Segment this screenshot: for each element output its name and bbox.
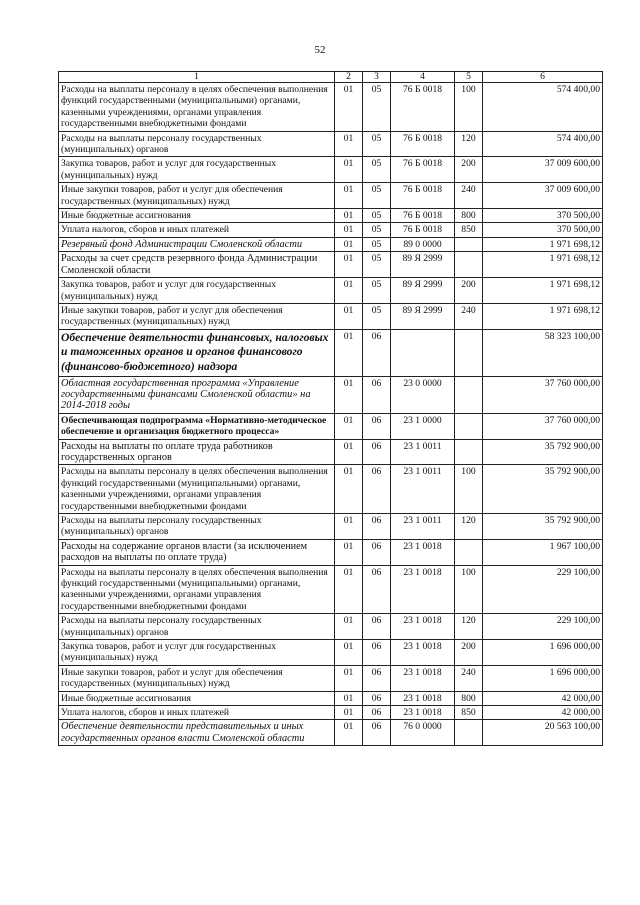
table-row [59,209,603,223]
section-code: 01 [335,706,363,720]
expense-name: Закупка товаров, работ и услуг для государственных (муниципальных) нужд [59,157,335,183]
subsection-code: 05 [363,278,391,304]
expense-name: Расходы на выплаты персоналу в целях обеспечения выполнения функций государственными (муниципальными) органами, казенными учреждениями, органами управления государственными внебюджетными фондами [59,565,335,614]
expense-type-code [455,439,483,465]
subsection-code: 05 [363,303,391,329]
expense-name: Резервный фонд Администрации Смоленской области [59,237,335,251]
table-row [59,131,603,157]
target-article-code: 76 0 0000 [391,720,455,746]
section-code: 01 [335,83,363,132]
table-row [59,539,603,565]
target-article-code: 23 1 0018 [391,706,455,720]
target-article-code: 23 1 0018 [391,665,455,691]
expense-name: Обеспечивающая подпрограмма «Нормативно-методическое обеспечение и организация бюджетного процесса» [59,413,335,439]
table-row [59,665,603,691]
amount: 1 971 698,12 [483,252,603,278]
expense-type-code [455,252,483,278]
table-row [59,465,603,514]
subsection-code: 06 [363,539,391,565]
target-article-code: 23 1 0018 [391,640,455,666]
section-code: 01 [335,413,363,439]
expense-name: Иные бюджетные ассигнования [59,691,335,705]
table-row [59,223,603,237]
expense-type-code: 200 [455,640,483,666]
table-row [59,83,603,132]
expense-type-code: 850 [455,706,483,720]
expense-type-code: 100 [455,83,483,132]
section-code: 01 [335,252,363,278]
table-row [59,278,603,304]
column-header: 1 [59,72,335,83]
section-code: 01 [335,157,363,183]
expense-name: Расходы за счет средств резервного фонда Администрации Смоленской области [59,252,335,278]
expense-name: Расходы на содержание органов власти (за исключением расходов на выплаты по оплате труда) [59,539,335,565]
section-code: 01 [335,237,363,251]
expense-type-code: 800 [455,691,483,705]
expense-name: Уплата налогов, сборов и иных платежей [59,706,335,720]
expense-name: Расходы на выплаты персоналу в целях обеспечения выполнения функций государственными (муниципальными) органами, казенными учреждениями, органами управления государственными внебюджетными фондами [59,465,335,514]
table-row [59,376,603,413]
subsection-code: 05 [363,237,391,251]
target-article-code: 23 1 0018 [391,614,455,640]
expense-name: Расходы на выплаты персоналу в целях обеспечения выполнения функций государственными (муниципальными) органами, казенными учреждениями, органами управления государственными внебюджетными фондами [59,83,335,132]
table-row [59,329,603,376]
section-code: 01 [335,329,363,376]
subsection-code: 06 [363,720,391,746]
target-article-code: 76 Б 0018 [391,183,455,209]
section-code: 01 [335,640,363,666]
expense-type-code: 200 [455,157,483,183]
subsection-code: 05 [363,209,391,223]
table-row [59,720,603,746]
target-article-code: 23 1 0011 [391,513,455,539]
expense-name: Иные закупки товаров, работ и услуг для обеспечения государственных (муниципальных) нужд [59,665,335,691]
column-header: 3 [363,72,391,83]
amount: 1 967 100,00 [483,539,603,565]
target-article-code: 23 1 0000 [391,413,455,439]
expense-type-code [455,720,483,746]
table-row [59,183,603,209]
expense-name: Расходы на выплаты персоналу государственных (муниципальных) органов [59,131,335,157]
expense-type-code: 120 [455,131,483,157]
table-row [59,691,603,705]
expense-type-code: 850 [455,223,483,237]
section-code: 01 [335,303,363,329]
subsection-code: 06 [363,376,391,413]
section-code: 01 [335,465,363,514]
table-row [59,513,603,539]
expense-type-code: 800 [455,209,483,223]
expense-name: Закупка товаров, работ и услуг для государственных (муниципальных) нужд [59,640,335,666]
section-code: 01 [335,131,363,157]
table-row [59,640,603,666]
subsection-code: 05 [363,131,391,157]
section-code: 01 [335,513,363,539]
section-code: 01 [335,665,363,691]
amount: 1 971 698,12 [483,237,603,251]
amount: 37 009 600,00 [483,157,603,183]
section-code: 01 [335,439,363,465]
expense-name: Иные закупки товаров, работ и услуг для обеспечения государственных (муниципальных) нужд [59,183,335,209]
amount: 574 400,00 [483,83,603,132]
target-article-code: 76 Б 0018 [391,223,455,237]
target-article-code: 23 1 0018 [391,539,455,565]
amount: 1 696 000,00 [483,640,603,666]
target-article-code: 89 Я 2999 [391,278,455,304]
expense-type-code: 240 [455,665,483,691]
subsection-code: 05 [363,183,391,209]
subsection-code: 05 [363,83,391,132]
expense-type-code [455,539,483,565]
expense-name: Обеспечение деятельности финансовых, налоговых и таможенных органов и органов финансового (финансово-бюджетного) надзора [59,329,335,376]
subsection-code: 06 [363,640,391,666]
expense-name: Закупка товаров, работ и услуг для государственных (муниципальных) нужд [59,278,335,304]
amount: 42 000,00 [483,691,603,705]
section-code: 01 [335,223,363,237]
section-code: 01 [335,691,363,705]
expense-type-code [455,237,483,251]
target-article-code: 89 Я 2999 [391,303,455,329]
expense-type-code: 120 [455,614,483,640]
column-header-row [59,72,603,83]
subsection-code: 05 [363,223,391,237]
column-header: 5 [455,72,483,83]
amount: 1 971 698,12 [483,303,603,329]
amount: 370 500,00 [483,209,603,223]
amount: 37 009 600,00 [483,183,603,209]
amount: 35 792 900,00 [483,439,603,465]
target-article-code: 89 Я 2999 [391,252,455,278]
subsection-code: 05 [363,252,391,278]
subsection-code: 06 [363,413,391,439]
target-article-code: 76 Б 0018 [391,209,455,223]
amount: 1 971 698,12 [483,278,603,304]
subsection-code: 06 [363,439,391,465]
expense-name: Уплата налогов, сборов и иных платежей [59,223,335,237]
target-article-code [391,329,455,376]
amount: 37 760 000,00 [483,376,603,413]
section-code: 01 [335,376,363,413]
budget-table [58,71,603,746]
amount: 37 760 000,00 [483,413,603,439]
target-article-code: 89 0 0000 [391,237,455,251]
subsection-code: 06 [363,614,391,640]
target-article-code: 23 1 0018 [391,565,455,614]
expense-type-code [455,413,483,439]
expense-type-code: 120 [455,513,483,539]
expense-name: Иные бюджетные ассигнования [59,209,335,223]
target-article-code: 76 Б 0018 [391,83,455,132]
amount: 574 400,00 [483,131,603,157]
table-row [59,413,603,439]
amount: 229 100,00 [483,565,603,614]
amount: 370 500,00 [483,223,603,237]
amount: 20 563 100,00 [483,720,603,746]
table-row [59,614,603,640]
expense-type-code: 200 [455,278,483,304]
expense-type-code: 100 [455,565,483,614]
amount: 229 100,00 [483,614,603,640]
target-article-code: 23 1 0011 [391,465,455,514]
expense-type-code [455,329,483,376]
expense-type-code: 240 [455,303,483,329]
expense-name: Расходы на выплаты персоналу государственных (муниципальных) органов [59,614,335,640]
subsection-code: 06 [363,691,391,705]
table-row [59,565,603,614]
subsection-code: 06 [363,665,391,691]
target-article-code: 23 0 0000 [391,376,455,413]
column-header: 2 [335,72,363,83]
expense-type-code: 240 [455,183,483,209]
expense-name: Иные закупки товаров, работ и услуг для обеспечения государственных (муниципальных) нужд [59,303,335,329]
expense-name: Областная государственная программа «Управление государственными финансами Смоленской области» на 2014-2018 годы [59,376,335,413]
target-article-code: 76 Б 0018 [391,157,455,183]
section-code: 01 [335,565,363,614]
subsection-code: 06 [363,565,391,614]
table-row [59,157,603,183]
table-row [59,237,603,251]
subsection-code: 06 [363,513,391,539]
expense-type-code: 100 [455,465,483,514]
section-code: 01 [335,278,363,304]
column-header: 4 [391,72,455,83]
section-code: 01 [335,209,363,223]
table-row [59,303,603,329]
amount: 1 696 000,00 [483,665,603,691]
expense-name: Обеспечение деятельности представительных и иных государственных органов власти Смоленской области [59,720,335,746]
amount: 42 000,00 [483,706,603,720]
subsection-code: 06 [363,465,391,514]
table-row [59,706,603,720]
page-number: 52 [314,44,326,56]
section-code: 01 [335,183,363,209]
target-article-code: 23 1 0018 [391,691,455,705]
subsection-code: 06 [363,706,391,720]
amount: 35 792 900,00 [483,465,603,514]
table-row [59,252,603,278]
expense-name: Расходы на выплаты персоналу государственных (муниципальных) органов [59,513,335,539]
section-code: 01 [335,614,363,640]
expense-name: Расходы на выплаты по оплате труда работников государственных органов [59,439,335,465]
column-header: 6 [483,72,603,83]
section-code: 01 [335,539,363,565]
target-article-code: 23 1 0011 [391,439,455,465]
table-row [59,439,603,465]
amount: 35 792 900,00 [483,513,603,539]
expense-type-code [455,376,483,413]
subsection-code: 06 [363,329,391,376]
section-code: 01 [335,720,363,746]
amount: 58 323 100,00 [483,329,603,376]
target-article-code: 76 Б 0018 [391,131,455,157]
subsection-code: 05 [363,157,391,183]
